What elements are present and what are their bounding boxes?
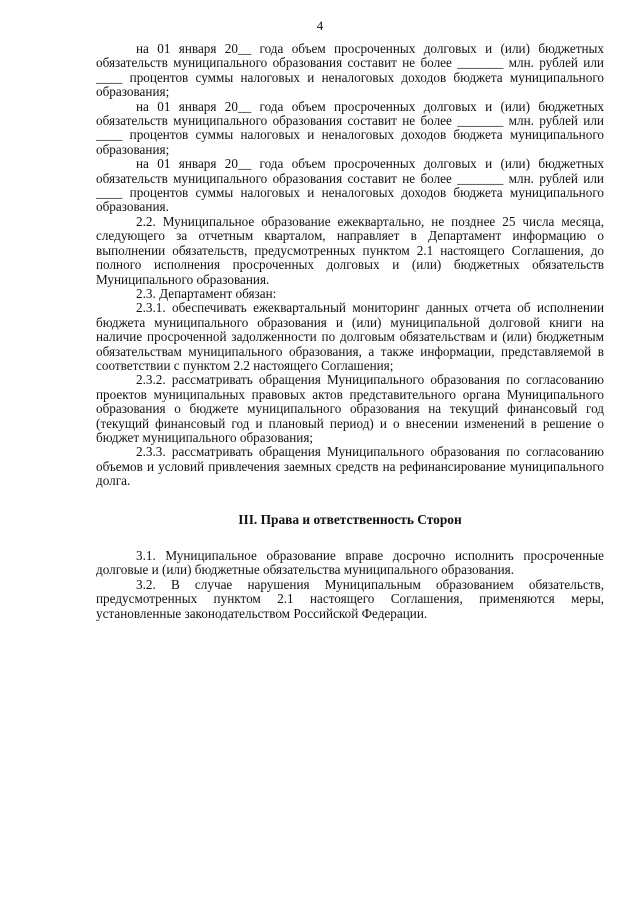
paragraph-2-3-3: 2.3.3. рассматривать обращения Муниципального образования по согласованию объемов и условий привлечения заемных средств на рефинансирование муниципального долга. xyxy=(96,444,604,489)
paragraph-target-year-2: на 01 января 20__ года объем просроченных долговых и (или) бюджетных обязательств муниципального образования составит не более _______ млн. рублей или ____ процентов суммы налоговых и неналоговых доходов бюджета муниципального образования; xyxy=(96,98,604,157)
paragraph-3-1: 3.1. Муниципальное образование вправе досрочно исполнить просроченные долговые и (или) бюджетные обязательства муниципального образования. xyxy=(96,548,604,578)
paragraph-2-3-2: 2.3.2. рассматривать обращения Муниципального образования по согласованию проектов муниципальных правовых актов представительного органа Муниципального образования о бюджете муниципального образования на текущий финансовый год (текущий финансовый год и плановый период) и о внесении изменений в решение о бюджет муниципального образования; xyxy=(96,372,604,445)
document-body xyxy=(96,42,604,621)
paragraph-3-2: 3.2. В случае нарушения Муниципальным образованием обязательств, предусмотренных пунктом 2.1 настоящего Соглашения, применяются меры, установленные законодательством Российской Федерации. xyxy=(96,576,604,621)
section-title: III. Права и ответственность Сторон xyxy=(238,511,462,527)
paragraph-2-2: 2.2. Муниципальное образование ежеквартально, не позднее 25 числа месяца, следующего за отчетным кварталом, направляет в Департамент информацию о выполнении обязательств, предусмотренных пунктом 2.1 настоящего Соглашения, до полного исполнения просроченных долговых и (или) бюджетных обязательств Муниципального образования. xyxy=(96,213,604,287)
paragraph-target-year-1: на 01 января 20__ года объем просроченных долговых и (или) бюджетных обязательств муниципального образования составит не более _______ млн. рублей или ____ процентов суммы налоговых и неналоговых доходов бюджета муниципального образования; xyxy=(96,41,604,100)
paragraph-target-year-3: на 01 января 20__ года объем просроченных долговых и (или) бюджетных обязательств муниципального образования составит не более _______ млн. рублей или ____ процентов суммы налоговых и неналоговых доходов бюджета муниципального образования. xyxy=(96,156,604,215)
page-number: 4 xyxy=(316,18,324,33)
paragraph-2-3-1: 2.3.1. обеспечивать ежеквартальный мониторинг данных отчета об исполнении бюджета муниципального образования и (или) муниципальной долговой книги на наличие просроченной задолженности по долговым обязательствам и (или) бюджетным обязательствам муниципального образования, а также информации, представляемой в соответствии с пунктом 2.2 настоящего Соглашения; xyxy=(96,300,604,373)
paragraph-2-3: 2.3. Департамент обязан: xyxy=(136,285,277,301)
